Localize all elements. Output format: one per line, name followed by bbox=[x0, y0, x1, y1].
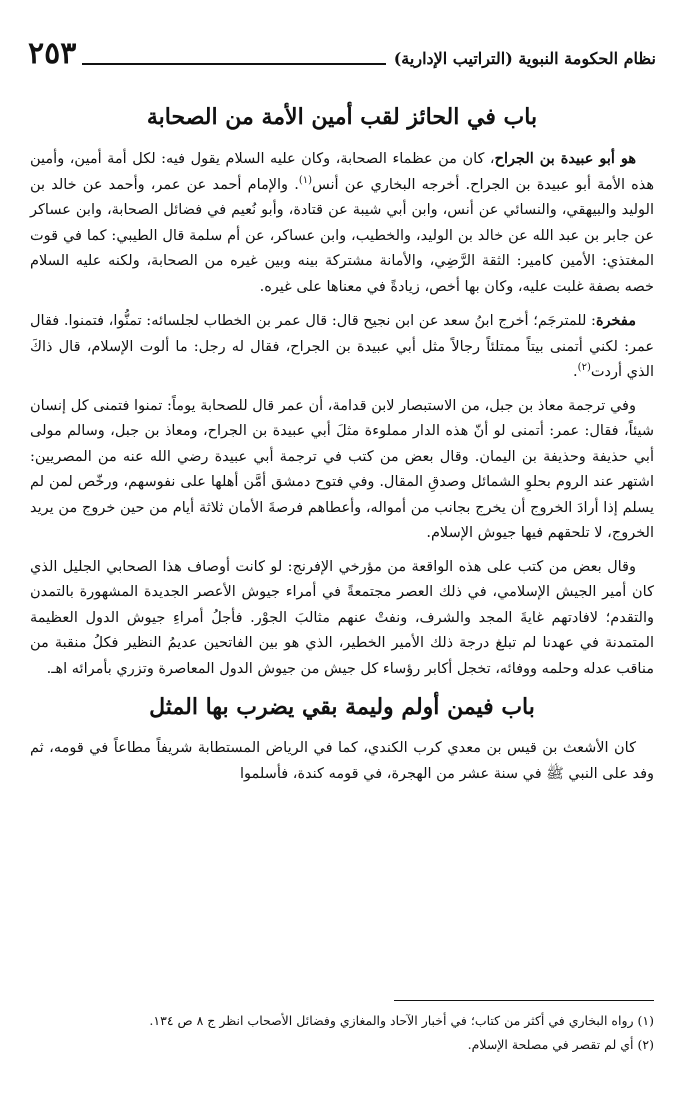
header-rule bbox=[82, 63, 385, 65]
paragraph-lead: هو أبو عبيدة بن الجراح bbox=[494, 150, 636, 167]
footnote-rule bbox=[394, 1000, 654, 1001]
section-title-amin-al-umma: باب في الحائز لقب أمين الأمة من الصحابة bbox=[146, 104, 538, 130]
footnotes bbox=[30, 1000, 654, 1057]
page-body bbox=[30, 100, 654, 795]
paragraph-mafkhara bbox=[30, 308, 654, 386]
footnote-1: (١) رواه البخاري في أكثر من كتاب؛ في أخبار الآحاد والمغازي وفضائل الأصحاب انظر ج ٨ ص ١٣٤. bbox=[149, 1013, 654, 1028]
running-title: نظام الحكومة النبوية (التراتيب الإدارية) bbox=[393, 49, 656, 68]
section-title-walima: باب فيمن أولم وليمة بقي يضرب بها المثل bbox=[149, 694, 535, 720]
running-header bbox=[28, 36, 656, 70]
paragraph-text-cont: . bbox=[573, 364, 578, 380]
paragraph-text: : للمترجَم؛ أخرج ابنُ سعد عن ابن نجيح قال: قال عمر بن الخطاب لجلسائه: تمنُّوا، فتمنوا. فقال عمر: لكني أتمنى بيتاً ممتلئاً رجالاً مثل أبي عبيدة بن الجراح، فقال له رجل: ما ألوت الإسلام، قال ذاكَ الذي أردت bbox=[30, 313, 654, 380]
footnote-2: (٢) أي لم تقصر في مصلحة الإسلام. bbox=[467, 1037, 654, 1052]
footnote-ref-2[interactable]: (٢) bbox=[577, 362, 591, 374]
paragraph-lead: مفخرة bbox=[595, 312, 636, 329]
paragraph-abu-ubayda bbox=[30, 146, 654, 300]
paragraph-muadh: وفي ترجمة معاذ بن جبل، من الاستبصار لابن قدامة، أن عمر قال للصحابة يوماً: تمنوا فتمنى كل إنسان شيئاً، فقال: عمر: أتمنى لو أنّ هذه الدار مملوءة مثلَ أبي عبيدة بن الجراح، ومعاذ بن جبل، وسالم مولى أبي حذيفة وحذيفة بن اليمان. وقال بعض من كتب في ترجمة أبي عبيدة رضي الله عنه من المصريين: اشتهر عند الروم بحلوِ الشمائل وصدقِ المقال. وفي فتوح دمشق أمَّن أهلها على نفوسهم، ورخّص لمن لم يسلم إذا أرادَ الخروج أن يخرج بجانب من أمواله، وأعطاهم فرصةَ الأمان ثلاثة أيام من حين خروج من يريد الخروج، لا تلحقهم فيها جيوش الإسلام. bbox=[30, 397, 654, 541]
paragraph-text-cont: . والإمام أحمد عن عمر، وأحمد عن خالد بن الوليد والبيهقي، والنسائي عن أنس، وابن أبي شيبة عن قتادة، وأبو نُعيم في فضائل الصحابة، وابن عساكر عن جابر بن عبد الله عن خالد بن الوليد، والخطيب، وابن عساكر، عن أم سلمة قال الطيبي: كما في قوت المغتذي: الأمين كامير: الثقة الرَّضِي، والأمانة مشتركة بينه وبين غيره من الصحابة، ولكنه عليه السلام خصه بصفة غلبت عليه، وكان بها أخص، زيادةً في معناها على غيره. bbox=[30, 176, 654, 295]
footnote-ref-1[interactable]: (١) bbox=[298, 174, 313, 186]
paragraph-text: ، كان من عظماء الصحابة، وكان عليه السلام يقول فيه: لكل أمة أمين، وأمين هذه الأمة أبو عبيدة بن الجراح. أخرجه البخاري عن أنس bbox=[30, 151, 655, 193]
page-number: ٢٥٣ bbox=[28, 36, 77, 71]
paragraph-ashath: كان الأشعث بن قيس بن معدي كرب الكندي، كما في الرياض المستطابة شريفاً مطاعاً في قومه، ثم وفد على النبي ﷺ في سنة عشر من الهجرة، في قومه كندة، فأسلموا bbox=[30, 740, 654, 782]
paragraph-franj-historians: وقال بعض من كتب على هذه الواقعة من مؤرخي الإفرنج: لو كانت أوصاف هذا الصحابي الجليل الذي كان أمير الجيش الإسلامي، في ذلك العصر مجتمعةً في أمراء جيوش الأعصر الجديدة المشهورة بالتمدن والتقدم؛ لافادتهم غايةَ المجد والشرف، ونفتْ عنهم مثالبَ الجوْر. فأجلُ أمراءِ جيوش الدول العظيمة المتمدنة في عهدنا لم تبلغ درجة ذلك الأمير الخطير، الذي هو بين الفاتحين عديمُ النظير فكلُ منقبة من مناقب عدله وحلمه ووفائه، تخجل أكابر رؤساء كل جيش من جيوش الدول المعاصرة وتزري بأمرائه اهـ. bbox=[30, 558, 654, 677]
